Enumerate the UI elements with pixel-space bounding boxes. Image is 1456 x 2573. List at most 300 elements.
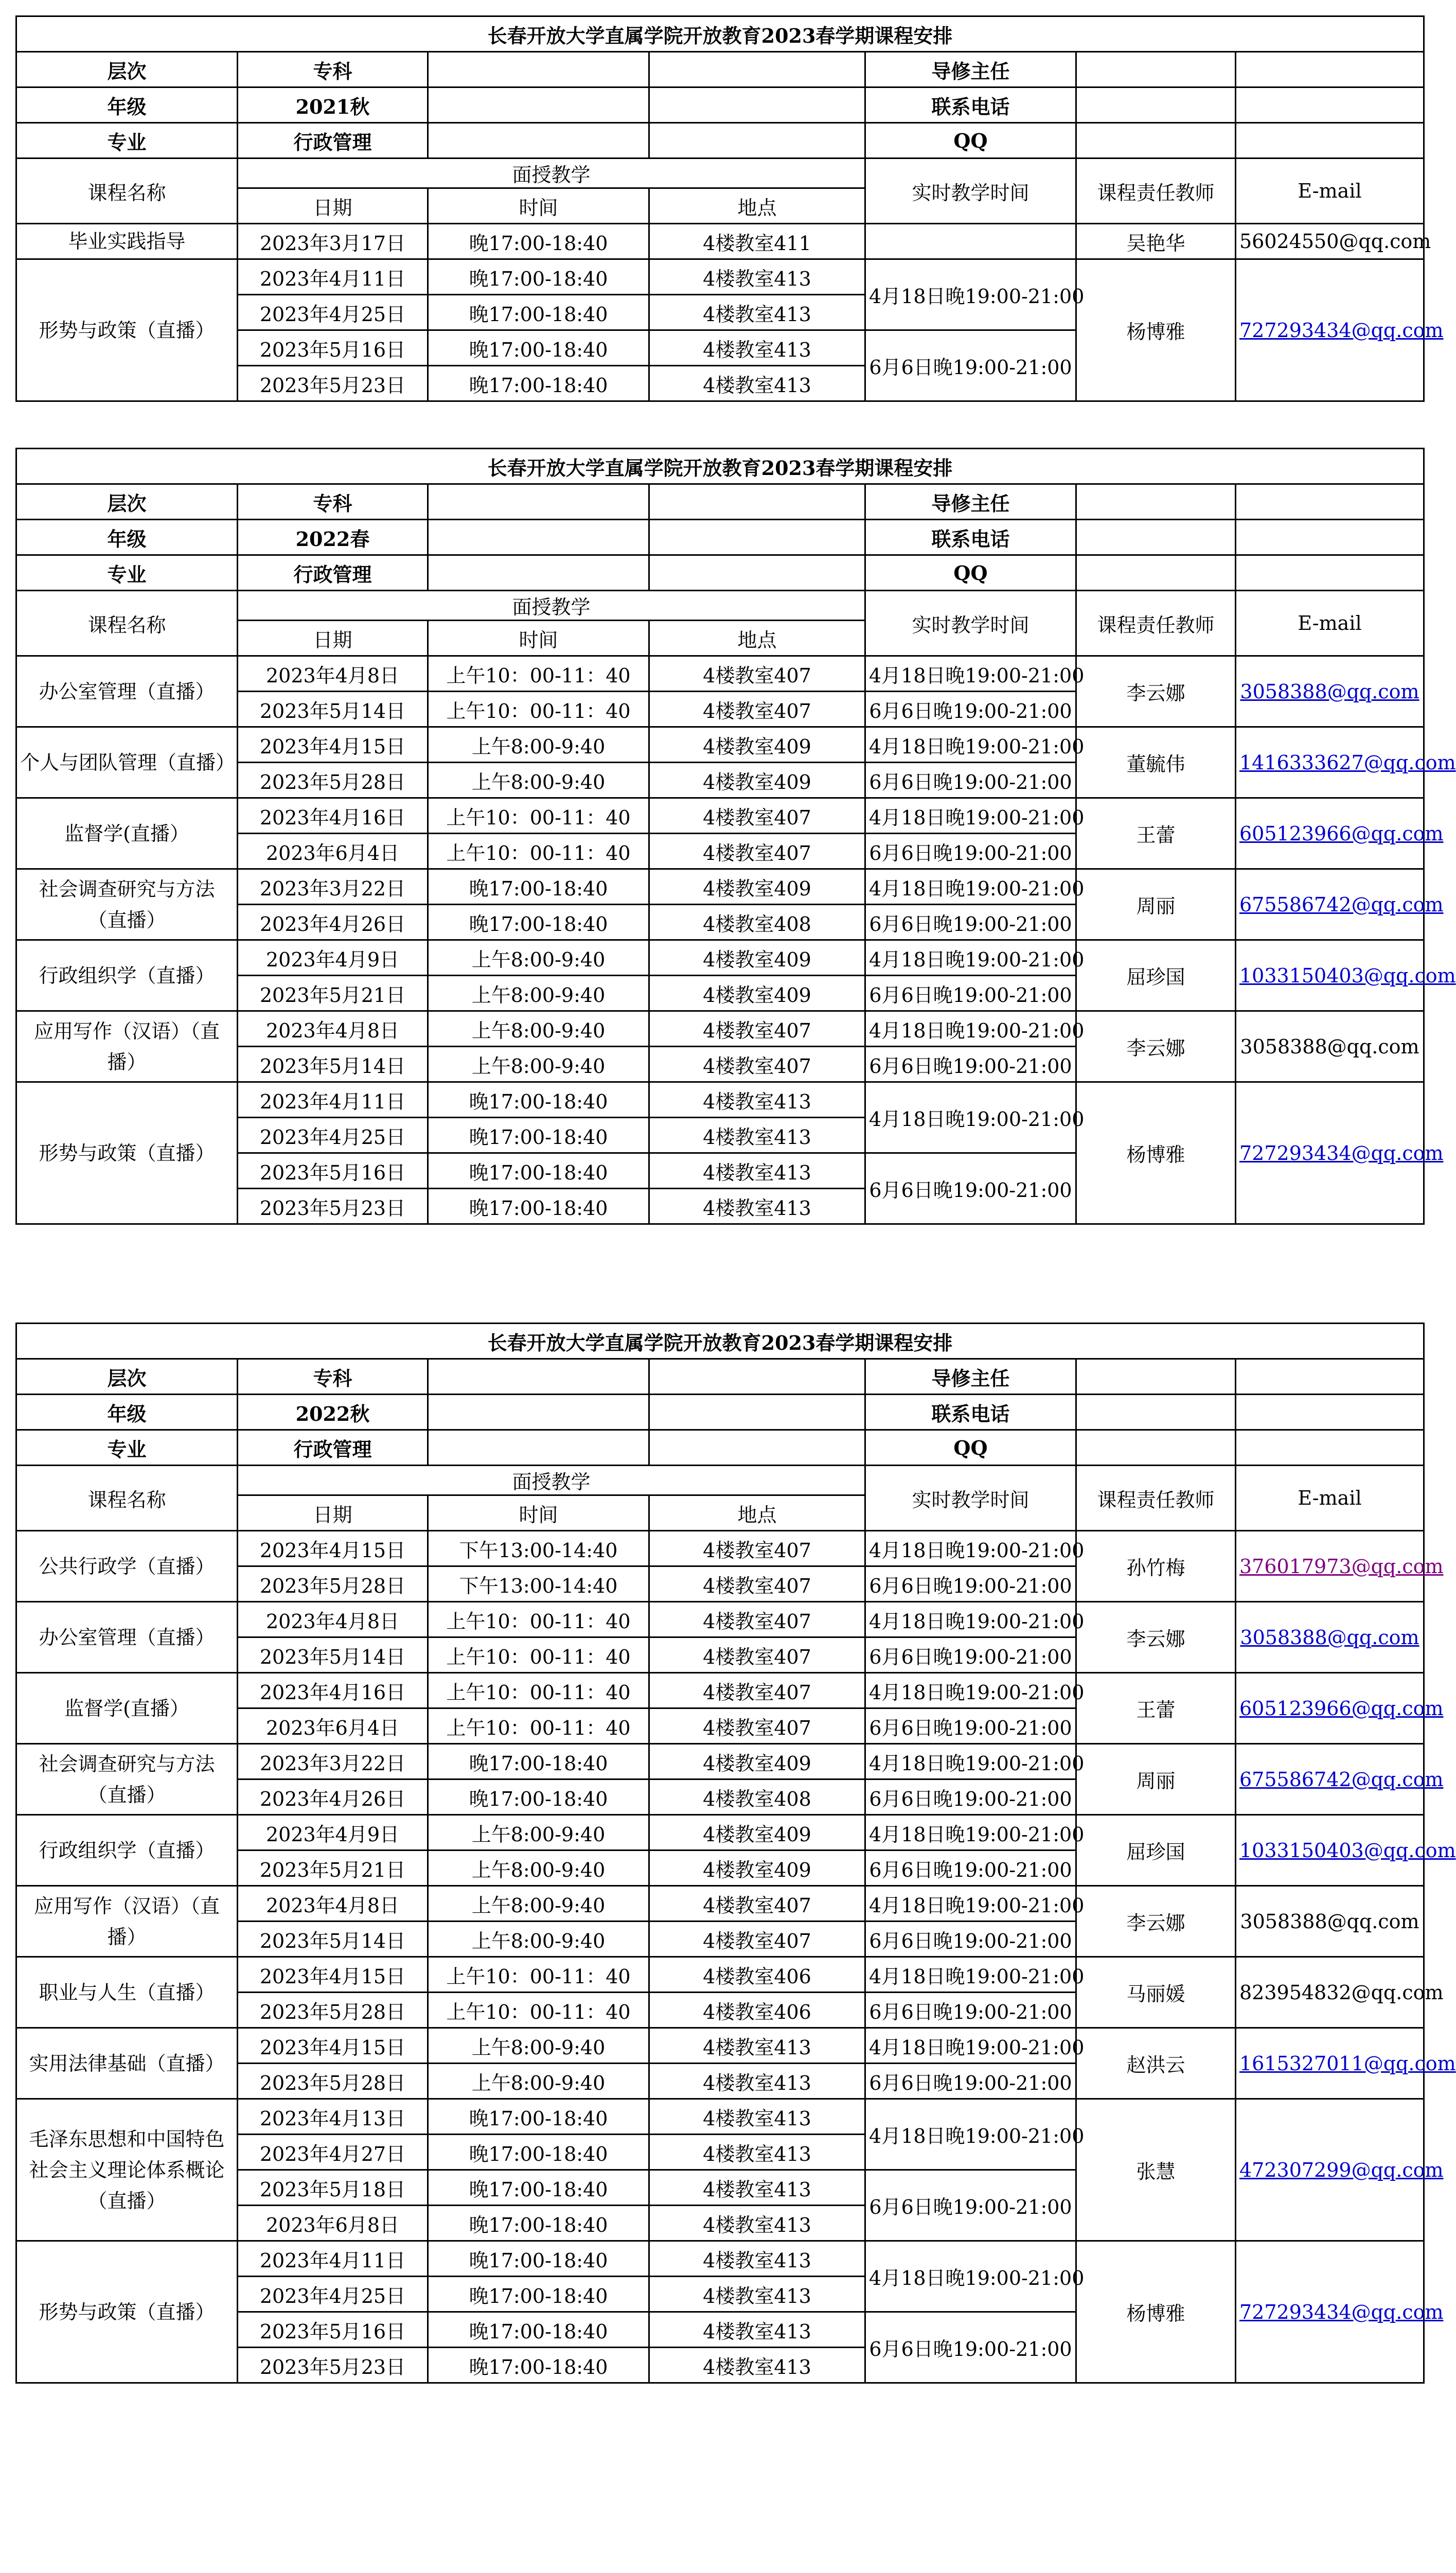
session-time: 晚17:00-18:40	[428, 259, 649, 295]
session-date: 2023年3月22日	[238, 1744, 428, 1779]
header-live-time: 实时教学时间	[865, 1466, 1076, 1531]
info-blank	[649, 87, 865, 123]
course-teacher: 董毓伟	[1076, 727, 1236, 798]
session-time: 上午10：00-11：40	[428, 1637, 649, 1673]
session-place: 4楼教室413	[649, 366, 865, 401]
teacher-email-link[interactable]: 675586742@qq.com	[1236, 1744, 1424, 1815]
course-teacher: 屈珍国	[1076, 940, 1236, 1011]
course-name: 实用法律基础（直播）	[16, 2028, 238, 2099]
session-date: 2023年4月8日	[238, 1886, 428, 1922]
session-date: 2023年6月4日	[238, 834, 428, 869]
live-time: 4月18日晚19:00-21:00	[865, 2241, 1076, 2312]
info-blank	[428, 1359, 649, 1395]
teacher-email-link[interactable]: 727293434@qq.com	[1236, 259, 1424, 401]
session-time: 上午10：00-11：40	[428, 1993, 649, 2028]
session-date: 2023年4月8日	[238, 1602, 428, 1637]
session-date: 2023年4月26日	[238, 905, 428, 940]
info-blank	[1236, 1430, 1424, 1466]
course-name: 社会调查研究与方法（直播）	[16, 869, 238, 940]
session-place: 4楼教室413	[649, 2241, 865, 2277]
session-date: 2023年5月14日	[238, 692, 428, 727]
session-date: 2023年5月16日	[238, 330, 428, 366]
session-time: 上午8:00-9:40	[428, 976, 649, 1011]
info-label-level: 层次	[16, 1359, 238, 1395]
header-course-name: 课程名称	[16, 1466, 238, 1531]
course-name: 毛泽东思想和中国特色社会主义理论体系概论（直播）	[16, 2099, 238, 2241]
session-place: 4楼教室409	[649, 976, 865, 1011]
live-time: 4月18日晚19:00-21:00	[865, 1602, 1076, 1637]
section-title: 长春开放大学直属学院开放教育2023春学期课程安排	[16, 1324, 1424, 1359]
course-teacher: 马丽媛	[1076, 1957, 1236, 2028]
live-time: 4月18日晚19:00-21:00	[865, 869, 1076, 905]
section-title: 长春开放大学直属学院开放教育2023春学期课程安排	[16, 16, 1424, 52]
info-label-level: 层次	[16, 52, 238, 87]
header-live-time: 实时教学时间	[865, 158, 1076, 224]
header-teacher: 课程责任教师	[1076, 1466, 1236, 1531]
info-blank	[1076, 484, 1236, 520]
session-date: 2023年3月22日	[238, 869, 428, 905]
course-teacher: 李云娜	[1076, 656, 1236, 727]
session-place: 4楼教室413	[649, 1118, 865, 1153]
live-time: 6月6日晚19:00-21:00	[865, 692, 1076, 727]
session-date: 2023年6月4日	[238, 1708, 428, 1744]
info-blank	[428, 87, 649, 123]
session-time: 晚17:00-18:40	[428, 2312, 649, 2348]
session-place: 4楼教室413	[649, 2135, 865, 2170]
session-place: 4楼教室407	[649, 798, 865, 834]
teacher-email-link[interactable]: 1615327011@qq.com	[1236, 2028, 1424, 2099]
session-date: 2023年5月18日	[238, 2170, 428, 2206]
session-place: 4楼教室407	[649, 1886, 865, 1922]
session-time: 晚17:00-18:40	[428, 2241, 649, 2277]
session-place: 4楼教室413	[649, 295, 865, 330]
info-blank	[428, 484, 649, 520]
header-time: 时间	[428, 1495, 649, 1531]
session-date: 2023年4月15日	[238, 727, 428, 763]
session-date: 2023年4月9日	[238, 1815, 428, 1851]
session-date: 2023年4月16日	[238, 798, 428, 834]
session-date: 2023年5月16日	[238, 2312, 428, 2348]
live-time: 6月6日晚19:00-21:00	[865, 2064, 1076, 2099]
info-label-qq: QQ	[865, 555, 1076, 591]
session-place: 4楼教室413	[649, 1082, 865, 1118]
header-time: 时间	[428, 188, 649, 224]
session-date: 2023年5月14日	[238, 1637, 428, 1673]
session-place: 4楼教室409	[649, 727, 865, 763]
session-place: 4楼教室413	[649, 2064, 865, 2099]
session-date: 2023年4月15日	[238, 1531, 428, 1566]
session-time: 上午10：00-11：40	[428, 1602, 649, 1637]
course-teacher: 李云娜	[1076, 1011, 1236, 1082]
header-date: 日期	[238, 188, 428, 224]
session-date: 2023年5月23日	[238, 366, 428, 401]
teacher-email-link[interactable]: 1033150403@qq.com	[1236, 1815, 1424, 1886]
session-date: 2023年5月28日	[238, 1993, 428, 2028]
info-blank	[649, 555, 865, 591]
info-label-qq: QQ	[865, 1430, 1076, 1466]
session-time: 上午8:00-9:40	[428, 727, 649, 763]
teacher-email-link[interactable]: 727293434@qq.com	[1236, 2241, 1424, 2383]
live-time: 6月6日晚19:00-21:00	[865, 1922, 1076, 1957]
info-blank	[428, 555, 649, 591]
session-place: 4楼教室406	[649, 1993, 865, 2028]
course-name: 职业与人生（直播）	[16, 1957, 238, 2028]
session-date: 2023年6月8日	[238, 2206, 428, 2241]
info-blank	[649, 1430, 865, 1466]
session-place: 4楼教室409	[649, 940, 865, 976]
session-time: 晚17:00-18:40	[428, 2135, 649, 2170]
info-blank	[428, 520, 649, 555]
info-blank	[428, 123, 649, 158]
session-place: 4楼教室408	[649, 1779, 865, 1815]
info-blank	[1236, 1395, 1424, 1430]
session-date: 2023年4月26日	[238, 1779, 428, 1815]
teacher-email-link: 3058388@qq.com	[1236, 1011, 1424, 1082]
course-name: 形势与政策（直播）	[16, 2241, 238, 2383]
session-place: 4楼教室413	[649, 1153, 865, 1189]
session-date: 2023年4月11日	[238, 2241, 428, 2277]
info-blank	[1236, 87, 1424, 123]
session-place: 4楼教室413	[649, 259, 865, 295]
live-time: 6月6日晚19:00-21:00	[865, 763, 1076, 798]
session-date: 2023年5月28日	[238, 2064, 428, 2099]
live-time: 6月6日晚19:00-21:00	[865, 976, 1076, 1011]
session-place: 4楼教室407	[649, 1011, 865, 1047]
session-date: 2023年4月25日	[238, 1118, 428, 1153]
info-label-major: 专业	[16, 123, 238, 158]
session-place: 4楼教室407	[649, 1637, 865, 1673]
session-date: 2023年4月27日	[238, 2135, 428, 2170]
course-teacher: 赵洪云	[1076, 2028, 1236, 2099]
session-place: 4楼教室407	[649, 1673, 865, 1708]
session-time: 上午10：00-11：40	[428, 656, 649, 692]
course-name: 监督学(直播）	[16, 798, 238, 869]
info-value-grade: 2022春	[238, 520, 428, 555]
info-value-grade: 2022秋	[238, 1395, 428, 1430]
header-date: 日期	[238, 621, 428, 656]
live-time: 6月6日晚19:00-21:00	[865, 1993, 1076, 2028]
session-time: 晚17:00-18:40	[428, 1744, 649, 1779]
course-name: 形势与政策（直播）	[16, 259, 238, 401]
course-teacher: 杨博雅	[1076, 2241, 1236, 2383]
course-teacher: 周丽	[1076, 1744, 1236, 1815]
info-blank	[1236, 484, 1424, 520]
info-label-phone: 联系电话	[865, 87, 1076, 123]
info-label-major: 专业	[16, 1430, 238, 1466]
session-date: 2023年4月13日	[238, 2099, 428, 2135]
header-place: 地点	[649, 621, 865, 656]
session-date: 2023年5月21日	[238, 1851, 428, 1886]
session-place: 4楼教室413	[649, 2206, 865, 2241]
info-blank	[1076, 87, 1236, 123]
course-teacher: 王蕾	[1076, 798, 1236, 869]
header-teacher: 课程责任教师	[1076, 158, 1236, 224]
course-name: 办公室管理（直播）	[16, 1602, 238, 1673]
info-blank	[1076, 1359, 1236, 1395]
session-place: 4楼教室413	[649, 1189, 865, 1224]
session-place: 4楼教室407	[649, 656, 865, 692]
info-label-grade: 年级	[16, 87, 238, 123]
session-time: 上午10：00-11：40	[428, 1673, 649, 1708]
info-blank	[649, 123, 865, 158]
session-date: 2023年5月14日	[238, 1047, 428, 1082]
info-blank	[1236, 1359, 1424, 1395]
header-email: E-mail	[1236, 591, 1424, 656]
session-time: 晚17:00-18:40	[428, 330, 649, 366]
session-place: 4楼教室413	[649, 330, 865, 366]
live-time: 6月6日晚19:00-21:00	[865, 1047, 1076, 1082]
session-time: 上午8:00-9:40	[428, 940, 649, 976]
info-blank	[649, 1395, 865, 1430]
session-time: 上午8:00-9:40	[428, 1851, 649, 1886]
session-date: 2023年4月8日	[238, 656, 428, 692]
live-time: 4月18日晚19:00-21:00	[865, 1082, 1076, 1153]
info-label-advisor: 导修主任	[865, 52, 1076, 87]
course-name: 行政组织学（直播）	[16, 940, 238, 1011]
live-time: 4月18日晚19:00-21:00	[865, 1886, 1076, 1922]
session-date: 2023年5月28日	[238, 763, 428, 798]
info-value-level: 专科	[238, 52, 428, 87]
info-blank	[1076, 52, 1236, 87]
session-place: 4楼教室408	[649, 905, 865, 940]
live-time: 6月6日晚19:00-21:00	[865, 1851, 1076, 1886]
course-name: 个人与团队管理（直播）	[16, 727, 238, 798]
live-time: 4月18日晚19:00-21:00	[865, 259, 1076, 330]
teacher-email-link[interactable]: 3058388@qq.com	[1236, 1602, 1424, 1673]
info-blank	[649, 52, 865, 87]
session-place: 4楼教室409	[649, 763, 865, 798]
live-time: 4月18日晚19:00-21:00	[865, 1011, 1076, 1047]
session-time: 晚17:00-18:40	[428, 1082, 649, 1118]
header-place: 地点	[649, 1495, 865, 1531]
course-name: 行政组织学（直播）	[16, 1815, 238, 1886]
header-live-time: 实时教学时间	[865, 591, 1076, 656]
info-blank	[1076, 1430, 1236, 1466]
course-teacher: 吴艳华	[1076, 224, 1236, 259]
live-time: 6月6日晚19:00-21:00	[865, 1779, 1076, 1815]
info-blank	[428, 1430, 649, 1466]
session-time: 上午8:00-9:40	[428, 2064, 649, 2099]
session-time: 上午10：00-11：40	[428, 1708, 649, 1744]
info-label-advisor: 导修主任	[865, 1359, 1076, 1395]
session-time: 上午8:00-9:40	[428, 1886, 649, 1922]
header-place: 地点	[649, 188, 865, 224]
session-date: 2023年4月25日	[238, 295, 428, 330]
session-place: 4楼教室413	[649, 2277, 865, 2312]
session-place: 4楼教室413	[649, 2170, 865, 2206]
live-time: 6月6日晚19:00-21:00	[865, 2170, 1076, 2241]
header-face-teaching: 面授教学	[238, 591, 865, 621]
header-course-name: 课程名称	[16, 158, 238, 224]
session-place: 4楼教室409	[649, 1815, 865, 1851]
session-date: 2023年4月16日	[238, 1673, 428, 1708]
info-value-major: 行政管理	[238, 123, 428, 158]
teacher-email-link[interactable]: 675586742@qq.com	[1236, 869, 1424, 940]
info-label-level: 层次	[16, 484, 238, 520]
session-place: 4楼教室407	[649, 1566, 865, 1602]
session-place: 4楼教室407	[649, 1602, 865, 1637]
info-label-phone: 联系电话	[865, 1395, 1076, 1430]
course-teacher: 周丽	[1076, 869, 1236, 940]
teacher-email-link[interactable]: 3058388@qq.com	[1236, 656, 1424, 727]
teacher-email-link[interactable]: 1033150403@qq.com	[1236, 940, 1424, 1011]
live-time: 6月6日晚19:00-21:00	[865, 330, 1076, 401]
course-teacher: 孙竹梅	[1076, 1531, 1236, 1602]
info-blank	[1236, 52, 1424, 87]
session-time: 上午10：00-11：40	[428, 798, 649, 834]
session-time: 晚17:00-18:40	[428, 905, 649, 940]
info-blank	[1236, 123, 1424, 158]
course-teacher: 张慧	[1076, 2099, 1236, 2241]
session-date: 2023年4月15日	[238, 2028, 428, 2064]
info-blank	[428, 52, 649, 87]
session-place: 4楼教室406	[649, 1957, 865, 1993]
session-place: 4楼教室409	[649, 1744, 865, 1779]
info-blank	[1236, 555, 1424, 591]
schedule-table	[15, 1323, 1456, 2384]
session-date: 2023年4月25日	[238, 2277, 428, 2312]
live-time: 6月6日晚19:00-21:00	[865, 1708, 1076, 1744]
session-place: 4楼教室407	[649, 1531, 865, 1566]
session-time: 晚17:00-18:40	[428, 2099, 649, 2135]
session-time: 晚17:00-18:40	[428, 2206, 649, 2241]
live-time: 6月6日晚19:00-21:00	[865, 1153, 1076, 1224]
header-email: E-mail	[1236, 1466, 1424, 1531]
info-blank	[649, 484, 865, 520]
session-time: 上午8:00-9:40	[428, 763, 649, 798]
session-place: 4楼教室409	[649, 869, 865, 905]
session-place: 4楼教室407	[649, 834, 865, 869]
live-time: 4月18日晚19:00-21:00	[865, 1957, 1076, 1993]
course-teacher: 王蕾	[1076, 1673, 1236, 1744]
course-name: 应用写作（汉语）（直播）	[16, 1011, 238, 1082]
course-teacher: 杨博雅	[1076, 259, 1236, 401]
live-time: 6月6日晚19:00-21:00	[865, 1566, 1076, 1602]
session-time: 晚17:00-18:40	[428, 1189, 649, 1224]
session-time: 上午8:00-9:40	[428, 1047, 649, 1082]
info-label-grade: 年级	[16, 1395, 238, 1430]
session-time: 上午8:00-9:40	[428, 1922, 649, 1957]
info-value-major: 行政管理	[238, 555, 428, 591]
course-name: 办公室管理（直播）	[16, 656, 238, 727]
session-place: 4楼教室413	[649, 2099, 865, 2135]
session-time: 晚17:00-18:40	[428, 2348, 649, 2383]
course-teacher: 屈珍国	[1076, 1815, 1236, 1886]
session-place: 4楼教室413	[649, 2028, 865, 2064]
info-label-qq: QQ	[865, 123, 1076, 158]
session-time: 晚17:00-18:40	[428, 366, 649, 401]
live-time: 6月6日晚19:00-21:00	[865, 2312, 1076, 2383]
session-time: 晚17:00-18:40	[428, 1153, 649, 1189]
info-blank	[1076, 520, 1236, 555]
info-blank	[1236, 520, 1424, 555]
live-time: 6月6日晚19:00-21:00	[865, 905, 1076, 940]
session-date: 2023年4月11日	[238, 259, 428, 295]
session-time: 晚17:00-18:40	[428, 224, 649, 259]
session-place: 4楼教室407	[649, 1708, 865, 1744]
live-time: 4月18日晚19:00-21:00	[865, 656, 1076, 692]
session-place: 4楼教室413	[649, 2348, 865, 2383]
live-time: 4月18日晚19:00-21:00	[865, 798, 1076, 834]
session-place: 4楼教室409	[649, 1851, 865, 1886]
teacher-email-link[interactable]: 472307299@qq.com	[1236, 2099, 1424, 2241]
session-date: 2023年4月11日	[238, 1082, 428, 1118]
session-date: 2023年4月8日	[238, 1011, 428, 1047]
live-time: 4月18日晚19:00-21:00	[865, 1815, 1076, 1851]
header-date: 日期	[238, 1495, 428, 1531]
course-teacher: 杨博雅	[1076, 1082, 1236, 1224]
info-label-grade: 年级	[16, 520, 238, 555]
live-time: 4月18日晚19:00-21:00	[865, 1744, 1076, 1779]
teacher-email-link[interactable]: 605123966@qq.com	[1236, 1673, 1424, 1744]
live-time: 6月6日晚19:00-21:00	[865, 834, 1076, 869]
session-time: 晚17:00-18:40	[428, 295, 649, 330]
teacher-email-link[interactable]: 727293434@qq.com	[1236, 1082, 1424, 1224]
session-time: 晚17:00-18:40	[428, 1118, 649, 1153]
session-time: 上午10：00-11：40	[428, 692, 649, 727]
info-label-advisor: 导修主任	[865, 484, 1076, 520]
course-name: 应用写作（汉语）（直播）	[16, 1886, 238, 1957]
course-teacher: 李云娜	[1076, 1602, 1236, 1673]
live-time: 4月18日晚19:00-21:00	[865, 940, 1076, 976]
info-value-level: 专科	[238, 484, 428, 520]
session-place: 4楼教室407	[649, 1047, 865, 1082]
header-time: 时间	[428, 621, 649, 656]
live-time	[865, 224, 1076, 259]
session-time: 晚17:00-18:40	[428, 2170, 649, 2206]
session-date: 2023年5月23日	[238, 2348, 428, 2383]
header-course-name: 课程名称	[16, 591, 238, 656]
session-time: 上午10：00-11：40	[428, 834, 649, 869]
schedule-table	[15, 448, 1456, 1225]
live-time: 4月18日晚19:00-21:00	[865, 727, 1076, 763]
header-email: E-mail	[1236, 158, 1424, 224]
info-label-major: 专业	[16, 555, 238, 591]
session-date: 2023年4月9日	[238, 940, 428, 976]
session-date: 2023年4月15日	[238, 1957, 428, 1993]
session-time: 晚17:00-18:40	[428, 2277, 649, 2312]
live-time: 4月18日晚19:00-21:00	[865, 2099, 1076, 2170]
teacher-email-link: 56024550@qq.com	[1236, 224, 1424, 259]
info-blank	[1076, 555, 1236, 591]
teacher-email-link[interactable]: 376017973@qq.com	[1236, 1531, 1424, 1602]
session-time: 上午8:00-9:40	[428, 1815, 649, 1851]
info-blank	[649, 520, 865, 555]
session-place: 4楼教室407	[649, 1922, 865, 1957]
teacher-email-link[interactable]: 605123966@qq.com	[1236, 798, 1424, 869]
header-face-teaching: 面授教学	[238, 1466, 865, 1495]
info-blank	[649, 1359, 865, 1395]
header-face-teaching: 面授教学	[238, 158, 865, 188]
course-name: 社会调查研究与方法（直播）	[16, 1744, 238, 1815]
course-name: 监督学(直播）	[16, 1673, 238, 1744]
live-time: 6月6日晚19:00-21:00	[865, 1637, 1076, 1673]
info-value-major: 行政管理	[238, 1430, 428, 1466]
course-name: 形势与政策（直播）	[16, 1082, 238, 1224]
info-value-level: 专科	[238, 1359, 428, 1395]
session-date: 2023年5月23日	[238, 1189, 428, 1224]
schedule-table	[15, 15, 1444, 402]
session-time: 下午13:00-14:40	[428, 1566, 649, 1602]
live-time: 4月18日晚19:00-21:00	[865, 1531, 1076, 1566]
session-time: 晚17:00-18:40	[428, 869, 649, 905]
section-title: 长春开放大学直属学院开放教育2023春学期课程安排	[16, 449, 1424, 484]
session-time: 下午13:00-14:40	[428, 1531, 649, 1566]
teacher-email-link[interactable]: 1416333627@qq.com	[1236, 727, 1424, 798]
header-teacher: 课程责任教师	[1076, 591, 1236, 656]
session-time: 晚17:00-18:40	[428, 1779, 649, 1815]
course-teacher: 李云娜	[1076, 1886, 1236, 1957]
